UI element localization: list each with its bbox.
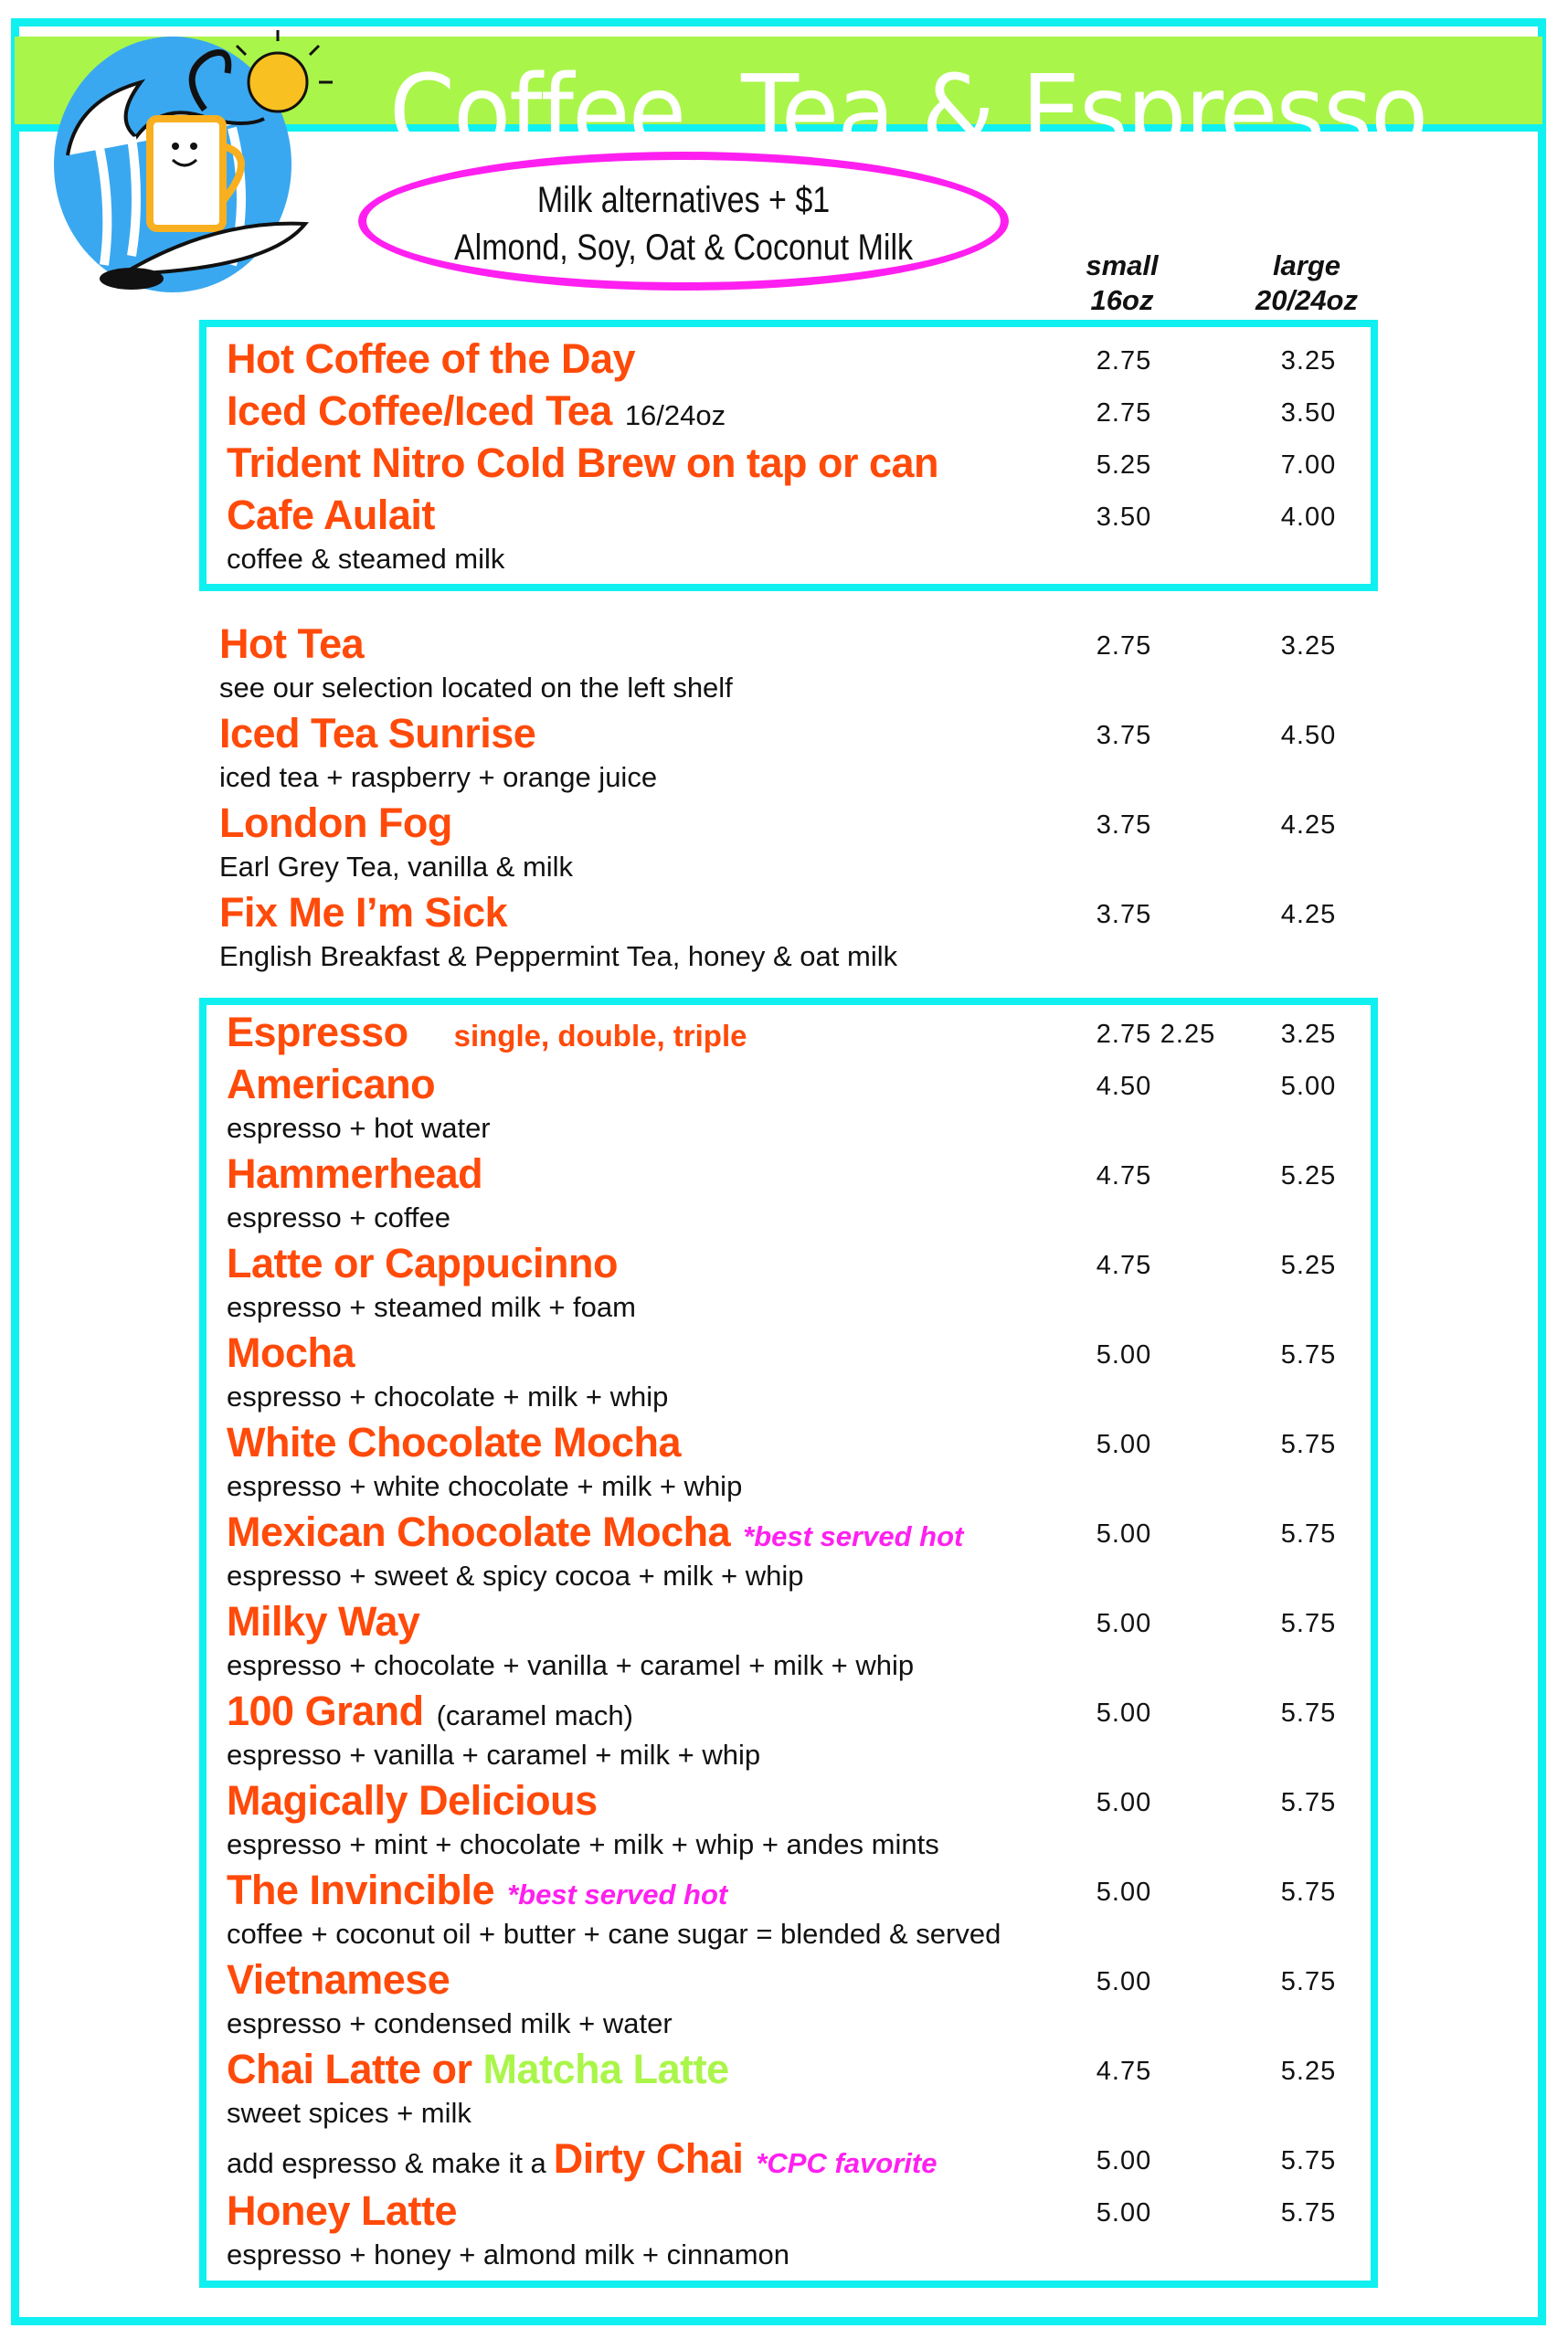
milk-alternatives-price: Milk alternatives + $1 (536, 180, 831, 220)
item-description: espresso + chocolate + vanilla + caramel + milk + whip (227, 1649, 915, 1681)
item-name: Fix Me I’m Sick (219, 889, 508, 936)
item-name-line (227, 2044, 729, 2095)
menu-item (207, 1596, 1371, 1686)
item-description: espresso + honey + almond milk + cinnamon (227, 2238, 790, 2270)
item-name-alt: Matcha Latte (482, 2046, 729, 2092)
item-name: Hammerhead (227, 1150, 483, 1197)
price-large: 4.00 (1280, 503, 1337, 532)
menu-item (207, 1686, 1371, 1775)
item-name: Milky Way (227, 1598, 420, 1645)
surfing-coffee-mug-logo-icon (13, 27, 360, 302)
menu-item (207, 386, 1371, 438)
price-large: 3.25 (1280, 631, 1337, 661)
item-description: espresso + hot water (227, 1112, 491, 1144)
menu-item (207, 490, 1371, 579)
price-small: 5.00 (1096, 1788, 1152, 1817)
column-large-label: large (1272, 249, 1341, 281)
price-small: 2.75 (1096, 346, 1152, 376)
price-large: 3.50 (1280, 398, 1337, 428)
item-name-line (227, 2133, 937, 2185)
price-small: 4.75 (1096, 1161, 1152, 1191)
price-large: 5.75 (1280, 1878, 1337, 1907)
item-name: White Chocolate Mocha (227, 1419, 682, 1466)
item-name-line (227, 333, 635, 385)
item-name: Honey Latte (227, 2187, 458, 2234)
price-small: 4.50 (1096, 1072, 1152, 1101)
item-name-line (227, 1686, 633, 1737)
price-small: 3.75 (1096, 810, 1152, 840)
item-note: 16/24oz (624, 399, 726, 431)
item-description: espresso + chocolate + milk + whip (227, 1381, 669, 1413)
item-name-line (227, 1148, 482, 1200)
price-large: 3.25 (1280, 1020, 1337, 1049)
price-small: 5.00 (1096, 2198, 1152, 2228)
item-name-line (227, 1775, 598, 1826)
item-name: London Fog (219, 799, 452, 846)
price-large: 5.75 (1280, 1609, 1337, 1638)
menu-item (199, 619, 1378, 708)
price-large: 3.25 (1280, 346, 1337, 376)
price-large: 5.75 (1280, 1340, 1337, 1370)
price-large: 5.75 (1280, 2146, 1337, 2175)
item-description: espresso + vanilla + caramel + milk + whip (227, 1739, 761, 1771)
price-small: 5.00 (1096, 1430, 1152, 1459)
item-name: Cafe Aulait (227, 492, 435, 538)
item-name: Hot Tea (219, 620, 365, 667)
item-description: sweet spices + milk (227, 2097, 471, 2129)
menu-title: Coffee, Tea & Espresso (389, 54, 1427, 173)
item-note: single, double, triple (453, 1019, 747, 1053)
price-small: 5.00 (1096, 1609, 1152, 1638)
item-description: espresso + mint + chocolate + milk + whip + andes mints (227, 1828, 939, 1860)
price-small: 2.75 (1096, 1020, 1152, 1049)
price-small: 5.25 (1096, 450, 1152, 480)
menu-item (207, 1328, 1371, 1417)
item-name: Hot Coffee of the Day (227, 335, 636, 382)
menu-item (207, 1507, 1371, 1596)
item-name-line (227, 386, 726, 437)
menu-item (207, 1865, 1371, 1954)
item-name: Iced Coffee/Iced Tea (227, 387, 612, 434)
item-note: *best served hot (507, 1879, 728, 1910)
item-description: espresso + sweet & spicy cocoa + milk + whip (227, 1560, 804, 1592)
item-name-line (227, 1238, 618, 1289)
price-large: 5.25 (1280, 2057, 1337, 2086)
item-name-line (227, 1507, 963, 1558)
column-large-size: 20/24oz (1255, 284, 1358, 316)
price-large: 5.75 (1280, 1699, 1337, 1728)
menu-item (207, 1238, 1371, 1328)
item-name-line (227, 1954, 450, 2006)
menu-item (207, 1059, 1371, 1148)
item-name: Mexican Chocolate Mocha (227, 1508, 731, 1555)
menu-item (207, 1148, 1371, 1238)
menu-section-1 (199, 320, 1378, 591)
price-large: 7.00 (1280, 450, 1337, 480)
price-large: 5.75 (1280, 1967, 1337, 1996)
price-small: 4.75 (1096, 2057, 1152, 2086)
menu-section-3 (199, 998, 1378, 2288)
item-name-line (227, 2186, 457, 2237)
item-description: espresso + steamed milk + foam (227, 1291, 636, 1323)
item-name-line (219, 708, 535, 759)
milk-alternatives-note (358, 152, 1009, 291)
item-description: Earl Grey Tea, vanilla & milk (219, 851, 574, 883)
menu-item (207, 333, 1371, 386)
item-name-line (227, 1328, 355, 1379)
item-description: iced tea + raspberry + orange juice (219, 761, 658, 793)
price-large: 4.25 (1280, 810, 1337, 840)
item-prefix: add espresso & make it a (227, 2147, 546, 2179)
item-name: Vietnamese (227, 1956, 450, 2003)
item-name-line (219, 887, 507, 938)
price-large: 5.00 (1280, 1072, 1337, 1101)
menu-item (207, 1775, 1371, 1865)
column-header-small (1067, 249, 1177, 318)
price-small: 2.75 (1096, 398, 1152, 428)
price-small: 5.00 (1096, 1699, 1152, 1728)
item-name: 100 Grand (227, 1688, 424, 1734)
item-name: The Invincible (227, 1867, 495, 1913)
price-small: 5.00 (1096, 1967, 1152, 1996)
item-name: Iced Tea Sunrise (219, 710, 536, 757)
price-small: 3.75 (1096, 900, 1152, 929)
item-name: Latte or Cappucinno (227, 1240, 618, 1286)
item-name-line (227, 1007, 747, 1058)
price-single: 2.25 (1160, 1020, 1216, 1049)
item-name-line (219, 798, 452, 849)
item-name-line (227, 1417, 681, 1468)
item-name-line (227, 1596, 419, 1647)
price-large: 4.50 (1280, 721, 1337, 750)
price-large: 4.25 (1280, 900, 1337, 929)
price-large: 5.25 (1280, 1251, 1337, 1280)
column-small-label: small (1086, 249, 1159, 281)
item-name-line (227, 438, 938, 489)
item-name: Dirty Chai (553, 2135, 744, 2182)
item-name: Trident Nitro Cold Brew on tap or can (227, 439, 939, 486)
price-small: 4.75 (1096, 1251, 1152, 1280)
item-description: English Breakfast & Peppermint Tea, honey & oat milk (219, 940, 898, 972)
milk-alternatives-options: Almond, Soy, Oat & Coconut Milk (453, 228, 914, 268)
price-small: 2.75 (1096, 631, 1152, 661)
menu-section-2 (199, 619, 1378, 977)
price-large: 5.75 (1280, 2198, 1337, 2228)
item-name-line (219, 619, 364, 670)
menu-item (207, 2133, 1371, 2186)
price-small: 5.00 (1096, 1340, 1152, 1370)
column-small-size: 16oz (1090, 284, 1154, 316)
item-description: espresso + white chocolate + milk + whip (227, 1470, 743, 1502)
price-large: 5.75 (1280, 1788, 1337, 1817)
menu-item (207, 1417, 1371, 1507)
item-description: espresso + condensed milk + water (227, 2007, 673, 2039)
item-note: *CPC favorite (756, 2147, 938, 2179)
menu-item (199, 798, 1378, 887)
menu-item (199, 887, 1378, 977)
item-description: coffee & steamed milk (227, 543, 505, 575)
price-large: 5.75 (1280, 1519, 1337, 1549)
item-description: coffee + coconut oil + butter + cane sugar = blended & served (227, 1918, 1001, 1950)
item-name: Americano (227, 1061, 436, 1107)
price-small: 5.00 (1096, 2146, 1152, 2175)
item-name: Mocha (227, 1329, 355, 1376)
item-name-line (227, 1059, 435, 1110)
item-note: (caramel mach) (436, 1699, 633, 1731)
price-large: 5.25 (1280, 1161, 1337, 1191)
item-name: Magically Delicious (227, 1777, 598, 1824)
menu-item (207, 438, 1371, 490)
menu-item (207, 1954, 1371, 2044)
item-description: see our selection located on the left shelf (219, 672, 733, 704)
menu-item (207, 1007, 1371, 1059)
column-header-large (1238, 249, 1375, 318)
price-small: 5.00 (1096, 1878, 1152, 1907)
price-small: 5.00 (1096, 1519, 1152, 1549)
menu-item (207, 2044, 1371, 2133)
price-small: 3.50 (1096, 503, 1152, 532)
item-name: Espresso (227, 1009, 408, 1055)
menu-item (199, 708, 1378, 798)
item-name: Chai Latte or (227, 2046, 483, 2092)
item-description: espresso + coffee (227, 1201, 451, 1233)
menu-item (207, 2186, 1371, 2275)
item-note: *best served hot (743, 1520, 964, 1552)
price-large: 5.75 (1280, 1430, 1337, 1459)
item-name-line (227, 1865, 727, 1916)
item-name-line (227, 490, 435, 541)
price-small: 3.75 (1096, 721, 1152, 750)
